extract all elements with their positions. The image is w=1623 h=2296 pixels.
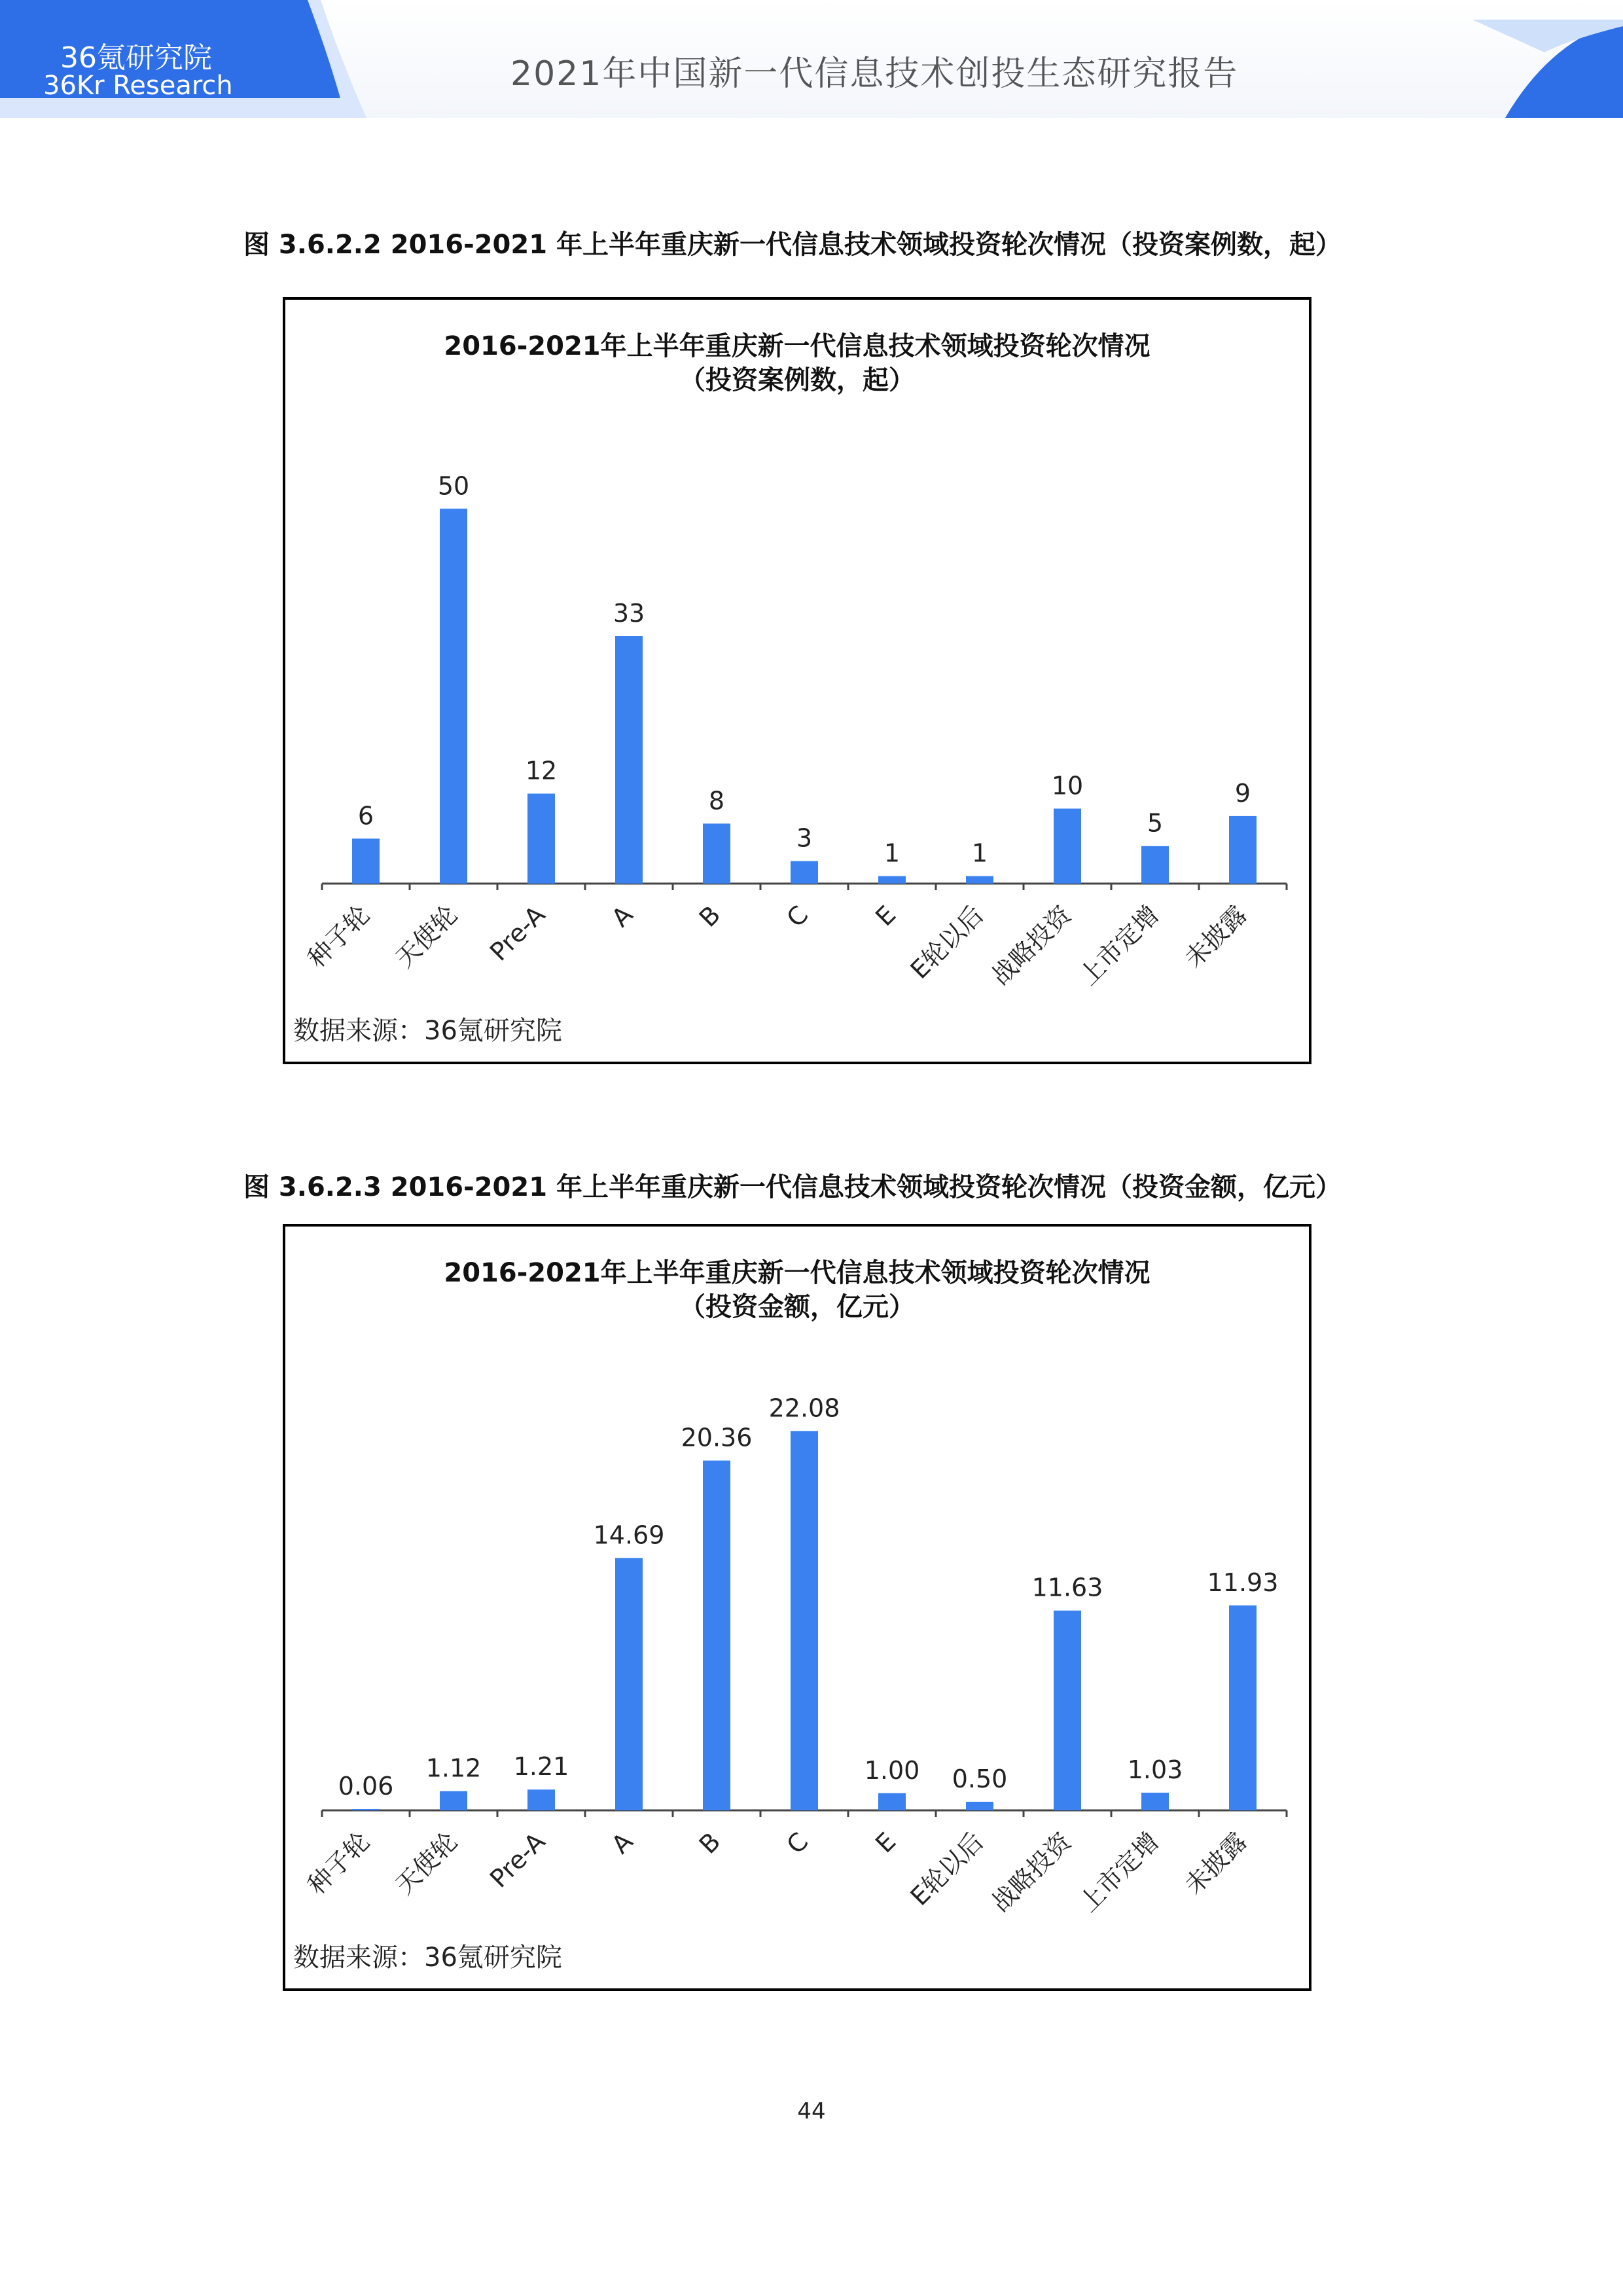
x-tick-label: C bbox=[781, 900, 814, 933]
bar bbox=[791, 861, 818, 884]
bar bbox=[703, 1461, 730, 1810]
x-tick-label: 上市定增 bbox=[1073, 900, 1165, 991]
bar bbox=[440, 1791, 467, 1810]
corner-decoration bbox=[1453, 0, 1623, 118]
chart-panel bbox=[283, 297, 1311, 1064]
bar bbox=[1054, 808, 1081, 884]
chart-subtitle: （投资案例数，起） bbox=[679, 365, 915, 395]
data-label: 20.36 bbox=[681, 1423, 753, 1452]
x-tick-label: Pre-A bbox=[484, 900, 551, 967]
data-label: 14.69 bbox=[593, 1520, 665, 1550]
data-label: 8 bbox=[708, 786, 725, 816]
x-tick-label: C bbox=[781, 1827, 814, 1860]
bar bbox=[1054, 1611, 1081, 1810]
x-tick-label: 战略投资 bbox=[986, 1827, 1077, 1918]
x-tick-label: E bbox=[870, 900, 902, 932]
report-title: 2021年中国新一代信息技术创投生态研究报告 bbox=[510, 54, 1239, 94]
bar bbox=[1229, 1605, 1257, 1810]
x-tick-label: B bbox=[693, 900, 726, 933]
bar bbox=[878, 876, 906, 884]
data-label: 1.21 bbox=[513, 1752, 569, 1782]
bar bbox=[966, 876, 993, 884]
data-label: 1 bbox=[883, 838, 901, 868]
data-label: 0.06 bbox=[338, 1772, 394, 1801]
chart-title: 2016-2021年上半年重庆新一代信息技术领域投资轮次情况 bbox=[444, 331, 1150, 361]
data-label: 1.00 bbox=[864, 1755, 920, 1785]
bar bbox=[1141, 846, 1169, 884]
logo-text-cn: 36氪研究院 bbox=[60, 41, 212, 75]
chart-title: 2016-2021年上半年重庆新一代信息技术领域投资轮次情况 bbox=[444, 1258, 1150, 1288]
logo-text-en: 36Kr Research bbox=[43, 71, 233, 101]
bar bbox=[352, 838, 380, 884]
x-tick-label: E轮以后 bbox=[904, 900, 990, 984]
figure-caption: 图 3.6.2.3 2016-2021 年上半年重庆新一代信息技术领域投资轮次情况（投资金额，亿元） bbox=[243, 1172, 1342, 1202]
bar bbox=[615, 1558, 643, 1810]
data-label: 10 bbox=[1051, 771, 1084, 800]
page-header bbox=[0, 0, 1623, 118]
data-label: 12 bbox=[525, 756, 558, 785]
chart-panel bbox=[283, 1224, 1311, 1991]
chart-subtitle: （投资金额，亿元） bbox=[679, 1292, 915, 1322]
data-label: 33 bbox=[613, 599, 645, 628]
x-tick-label: B bbox=[693, 1827, 726, 1859]
x-tick-label: A bbox=[605, 1827, 639, 1859]
x-tick-label: A bbox=[605, 900, 639, 933]
x-tick-label: 未披露 bbox=[1179, 1827, 1253, 1900]
bar bbox=[966, 1802, 993, 1810]
bar bbox=[791, 1431, 818, 1810]
data-label: 3 bbox=[796, 823, 813, 853]
data-label: 11.93 bbox=[1207, 1568, 1279, 1597]
x-tick-label: 天使轮 bbox=[389, 1827, 463, 1900]
data-label: 1 bbox=[971, 838, 988, 868]
page-number: 44 bbox=[797, 2098, 826, 2125]
x-tick-label: E bbox=[870, 1827, 902, 1859]
x-tick-label: 种子轮 bbox=[302, 900, 376, 973]
data-label: 11.63 bbox=[1031, 1573, 1103, 1602]
x-tick-label: E轮以后 bbox=[904, 1827, 990, 1911]
data-label: 50 bbox=[437, 471, 470, 501]
bar bbox=[878, 1793, 906, 1810]
data-source-note: 数据来源：36氪研究院 bbox=[293, 1943, 562, 1973]
x-tick-label: 未披露 bbox=[1179, 900, 1253, 973]
x-tick-label: 天使轮 bbox=[389, 900, 463, 973]
bar bbox=[527, 794, 555, 884]
x-tick-label: 种子轮 bbox=[302, 1827, 376, 1900]
bar bbox=[703, 823, 730, 884]
data-label: 1.12 bbox=[425, 1753, 482, 1783]
x-tick-label: 上市定增 bbox=[1073, 1827, 1165, 1918]
bar bbox=[352, 1809, 380, 1810]
bar bbox=[440, 509, 467, 884]
data-label: 5 bbox=[1147, 808, 1164, 838]
bar-chart bbox=[285, 1227, 1309, 1988]
bar bbox=[527, 1789, 555, 1810]
data-label: 0.50 bbox=[952, 1764, 1008, 1793]
data-label: 1.03 bbox=[1127, 1755, 1183, 1784]
bar-chart bbox=[285, 300, 1309, 1062]
bar bbox=[615, 636, 643, 884]
data-source-note: 数据来源：36氪研究院 bbox=[293, 1016, 562, 1046]
x-tick-label: 战略投资 bbox=[986, 900, 1077, 991]
data-label: 22.08 bbox=[768, 1393, 840, 1423]
figure-caption: 图 3.6.2.2 2016-2021 年上半年重庆新一代信息技术领域投资轮次情况（投资案例数，起） bbox=[243, 230, 1342, 260]
x-tick-label: Pre-A bbox=[484, 1827, 551, 1893]
bar bbox=[1141, 1793, 1169, 1810]
bar bbox=[1229, 816, 1257, 884]
data-label: 6 bbox=[357, 801, 374, 831]
data-label: 9 bbox=[1234, 778, 1251, 808]
